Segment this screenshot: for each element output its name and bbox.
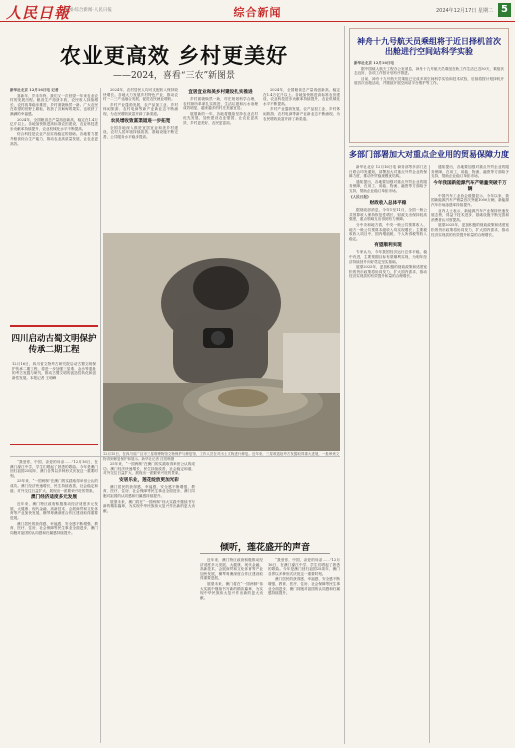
column-divider <box>344 26 345 744</box>
feature-column-3 <box>200 558 263 743</box>
feature-paragraph: “我爱你，中国，亲爱的母亲……”12月16日，在澳门濠江中学，学生们唱起了熟悉的歌曲。今年是澳门回归祖国25周年，澳门各界以多种形式庆祝这一重要时刻。 <box>268 558 340 576</box>
photo-illustration <box>103 233 340 451</box>
spaceflight-paragraph: 目前，神舟十九号航天员乘组已完成多项空间科学实验和技术试验，后续将按计划择机开展首次出舱活动，并继续开展空间站平台维护等工作。 <box>354 76 504 86</box>
lead-section-head: 宜居宜业和美乡村建设扎实推进 <box>188 90 253 95</box>
feature-paragraph: 近年来，澳门特区政府积极推动经济适度多元发展，大健康、现代金融、高新技术、会展商贸和文化体育等产业加快发展，横琴粤澳深度合作区建设取得重要进展。 <box>10 502 98 520</box>
lead-column-3 <box>183 88 258 230</box>
news-photo <box>103 233 340 451</box>
spaceflight-news-box <box>349 28 509 143</box>
feature-title: 倾听，莲花盛开的声音 <box>219 543 310 553</box>
lead-byline: 新华社北京 12月16日电 记者 <box>10 88 59 92</box>
feature-paragraph: 25年来，“一国两制”在澳门的实践取得举世公认的成功。澳门经济快速增长，民生持续改善，社会稳定和谐，对外交往日益扩大，展现出一派繁荣兴旺的景象。 <box>10 479 98 493</box>
feature-paragraph: 展望未来，澳门将在“一国两制”伟大实践中继续书写新的精彩篇章，为实现中华民族伟大复兴作出新的更大贡献。 <box>103 499 195 513</box>
right-section-head: 财政收入总体平稳 <box>369 201 407 207</box>
column-divider <box>100 88 101 743</box>
feature-paragraph: 25年来，“一国两制”在澳门的实践取得举世公认的成功。澳门经济快速增长，民生持续改善，社会稳定和谐，对外交往日益扩大，展现出一派繁荣兴旺的景象。 <box>103 462 195 476</box>
feature-paragraph: 展望未来，澳门将在“一国两制”伟大实践中继续书写新的精彩篇章，为实现中华民族伟大复兴作出新的更大贡献。 <box>200 581 263 600</box>
right-column-2 <box>431 165 509 743</box>
masthead <box>0 0 515 22</box>
sichuan-news-body: 12月16日，四川省文物考古研究院启动古蜀文明保护传承二期工程，将进一步加强三星堆、金沙等遗址的考古发掘与研究，推动古蜀文明的创造性转化和创新性发展。本报记者 王明峰 <box>12 362 96 380</box>
lead-paragraph: 2024年，全国粮食总产量再创新高，稳定在1.4万亿斤以上。各地加快推进高标准农田建设，农业科技进步贡献率持续提升，农业机械化水平不断提高。 <box>263 88 340 106</box>
sichuan-news-box <box>10 325 98 445</box>
spaceflight-news-body <box>354 61 504 86</box>
spaceflight-byline: 新华社北京 12月16日电 <box>354 61 395 65</box>
feature-paragraph: “我爱你，中国，亲爱的母亲……”12月16日，在澳门濠江中学，学生们唱起了熟悉的歌曲。今年是澳门回归祖国25周年，澳门各界以多种形式庆祝这一重要时刻。 <box>10 460 98 478</box>
page-number: 5 <box>498 3 511 17</box>
spaceflight-news-title: 神舟十九号航天员乘组将于近日择机首次出舱进行空间站科学实验 <box>357 37 501 56</box>
right-column-1 <box>349 165 427 743</box>
feature-paragraph: 澳门居民的获得感、幸福感、安全感不断增强，教育、医疗、住房、社会保障等民生事业全面进步，澳门同胞对祖国的认同感和归属感持续提升。 <box>103 484 195 498</box>
lead-headline: 农业更高效 乡村更美好 <box>59 44 289 68</box>
lead-paragraph: 乡村面貌焕然一新，村庄规划科学合理，农村厕所革命扎实推进，生活垃圾和污水治理成效明显，越来越多的村庄美丽宜居。 <box>183 97 258 111</box>
newspaper-logo: 人民日報 <box>6 4 71 22</box>
section-divider <box>349 146 509 147</box>
right-paragraph: 业内人士表示，新能源汽车产业保持快速发展态势，得益于技术进步、基础设施不断完善和消费者认可度提高。 <box>431 208 509 222</box>
feature-column-1 <box>10 460 98 743</box>
lead-column-2 <box>103 88 178 230</box>
lead-paragraph: 全国各地深入推进宜居宜业和美乡村建设，农村人居环境持续改善，基础设施不断完善，公共服务水平稳步提高。 <box>103 125 178 139</box>
right-source-label: 《人民日报》 <box>349 194 371 199</box>
right-paragraph: 据财政部消息，今年1至11月，全国一般公共预算收入保持恢复性增长，财政支出保持较高强度，重点领域支出得到有力保障。 <box>349 208 427 222</box>
sichuan-news-title: 四川启动古蜀文明保护传承二期工程 <box>11 334 97 355</box>
photo-caption: 12月15日，在四川省广汉市三星堆博物馆文物保护与修复馆，工作人员在对出土文物进行修复。近年来，三星堆遗址考古发掘取得重大进展，一批珍贵文物得到修复保护和展示。新华社记者 沈伯韩摄 <box>103 452 340 461</box>
right-section-head: 有望顺利实现 <box>374 243 402 249</box>
feature-paragraph: 澳门居民的获得感、幸福感、安全感不断增强，教育、医疗、住房、社会保障等民生事业全面进步，澳门同胞对祖国的认同感和归属感持续提升。 <box>268 577 340 596</box>
right-paragraph: 通知提出，各地要加强对重点外贸企业的服务保障，在用工、用能、物流、融资等方面给予支持，帮助企业稳订单拓市场。 <box>349 179 427 193</box>
lead-column-1 <box>10 88 98 320</box>
lead-paragraph: 2024年，农村居民人均可支配收入保持较快增长。各地大力发展乡村特色产业，推动农村一二三产业融合发展，促进农民就业增收。 <box>103 88 178 102</box>
feature-section-head: 安居乐业，莲花绽放更加光彩 <box>119 477 179 483</box>
lead-paragraph: 乡村产业蓬勃发展，农产品加工业、乡村休闲旅游、农村电商等新产业新业态不断涌现，为农民增收致富开辟了新渠道。 <box>263 107 340 121</box>
right-paragraph: 新华社北京 12月16日电 商务部等多部门近日联合印发通知，部署加大对重点外贸企业的保障力度，推动外贸稳规模优结构。 <box>349 165 427 179</box>
lead-paragraph: 综合科技是农业产品实现稳定的基础。各地着力提升粮食综合生产能力，推动农业高质量发展，让农业更高效。 <box>10 132 98 146</box>
lead-subheadline: ——2024，喜看“三农”新图景 <box>112 71 236 81</box>
right-section-head: 今年我国新能源汽车产销量突破千万辆 <box>433 180 507 192</box>
spaceflight-paragraph: 据中国载人航天工程办公室消息，神舟十九号航天员乘组在轨工作生活已近50天，乘组状态良好，各项工作按计划有序推进。 <box>354 66 504 76</box>
feature-column-2 <box>103 462 195 743</box>
feature-column-4 <box>268 558 340 743</box>
lead-paragraph: 展望新的一年，各地将继续坚持农业农村优先发展，加快建设农业强国，让农业更高效、乡村更美好、农民更富裕。 <box>183 111 258 125</box>
feature-paragraph: 澳门居民的获得感、幸福感、安全感不断增强，教育、医疗、住房、社会保障等民生事业全面进步，澳门同胞对祖国的认同感和归属感持续提升。 <box>10 521 98 535</box>
right-paragraph: 通知提出，各地要加强对重点外贸企业的服务保障，在用工、用能、物流、融资等方面给予支持，帮助企业稳订单拓市场。 <box>431 165 509 179</box>
lead-paragraph: 喜新年，岁末年终，我们又一次回望一年来农业农村的发展历程。粮食生产再获丰收，农民收入持续增长，农村改革稳步推进，乡村面貌焕然一新。广大农民在希望的田野上耕耘，收获了沉甸甸的果实，也收获了满满的幸福感。 <box>10 93 98 116</box>
right-paragraph: 分中央和地方看，中央一般公共预算收入、地方一般公共预算本级收入均实现增长；主要税收收入项目中，国内增值税、个人所得税等收入稳定。 <box>349 222 427 241</box>
right-paragraph: 展望2025年，更加积极的财政政策和适度宽松的货币政策将协同发力，扩大国内需求，推动经济实现质的有效提升和量的合理增长。 <box>349 265 427 279</box>
lead-paragraph: 2024年，全国粮食总产量再创新高，稳定在1.4万亿斤以上。各地加快推进高标准农田建设，农业科技进步贡献率持续提升，农业机械化水平不断提高。 <box>10 117 98 131</box>
column-divider <box>429 165 430 743</box>
lead-section-head: 农民增收致富渠道进一步拓宽 <box>110 118 171 124</box>
logo-subtitle: 要闻·综合新闻·人民日报 <box>64 8 112 13</box>
section-divider <box>10 456 340 457</box>
feature-paragraph: 近年来，澳门特区政府积极推动经济适度多元发展，大健康、现代金融、高新技术、会展商贸和文化体育等产业加快发展，横琴粤澳深度合作区建设取得重要进展。 <box>200 558 263 581</box>
issue-date: 2024年12月17日 星期二 <box>435 8 493 14</box>
feature-section-head: 澳门经济适度多元发展 <box>31 495 77 501</box>
feature-title-rule <box>200 553 330 554</box>
right-paragraph: 展望2025年，更加积极的财政政策和适度宽松的货币政策将协同发力，扩大国内需求，推动经济实现质的有效提升和量的合理增长。 <box>431 223 509 237</box>
lead-column-4 <box>263 88 340 230</box>
lead-paragraph: 乡村产业蓬勃发展，农产品加工业、乡村休闲旅游、农村电商等新产业新业态不断涌现，为农民增收致富开辟了新渠道。 <box>103 102 178 116</box>
trade-news-title: 多部门部署加大对重点企业用的贸易保障力度 <box>349 150 509 159</box>
right-paragraph: 中国汽车工业协会数据显示，今年以来，我国新能源汽车产销量首次突破1000万辆，新能源汽车市场渗透率持续提升。 <box>431 193 509 207</box>
section-title: 综合新闻 <box>233 6 282 19</box>
right-paragraph: 专家认为，今年我国经济运行总体平稳、稳中有进，主要预期目标有望顺利实现，为明年经济持续回升向好奠定坚实基础。 <box>349 250 427 264</box>
